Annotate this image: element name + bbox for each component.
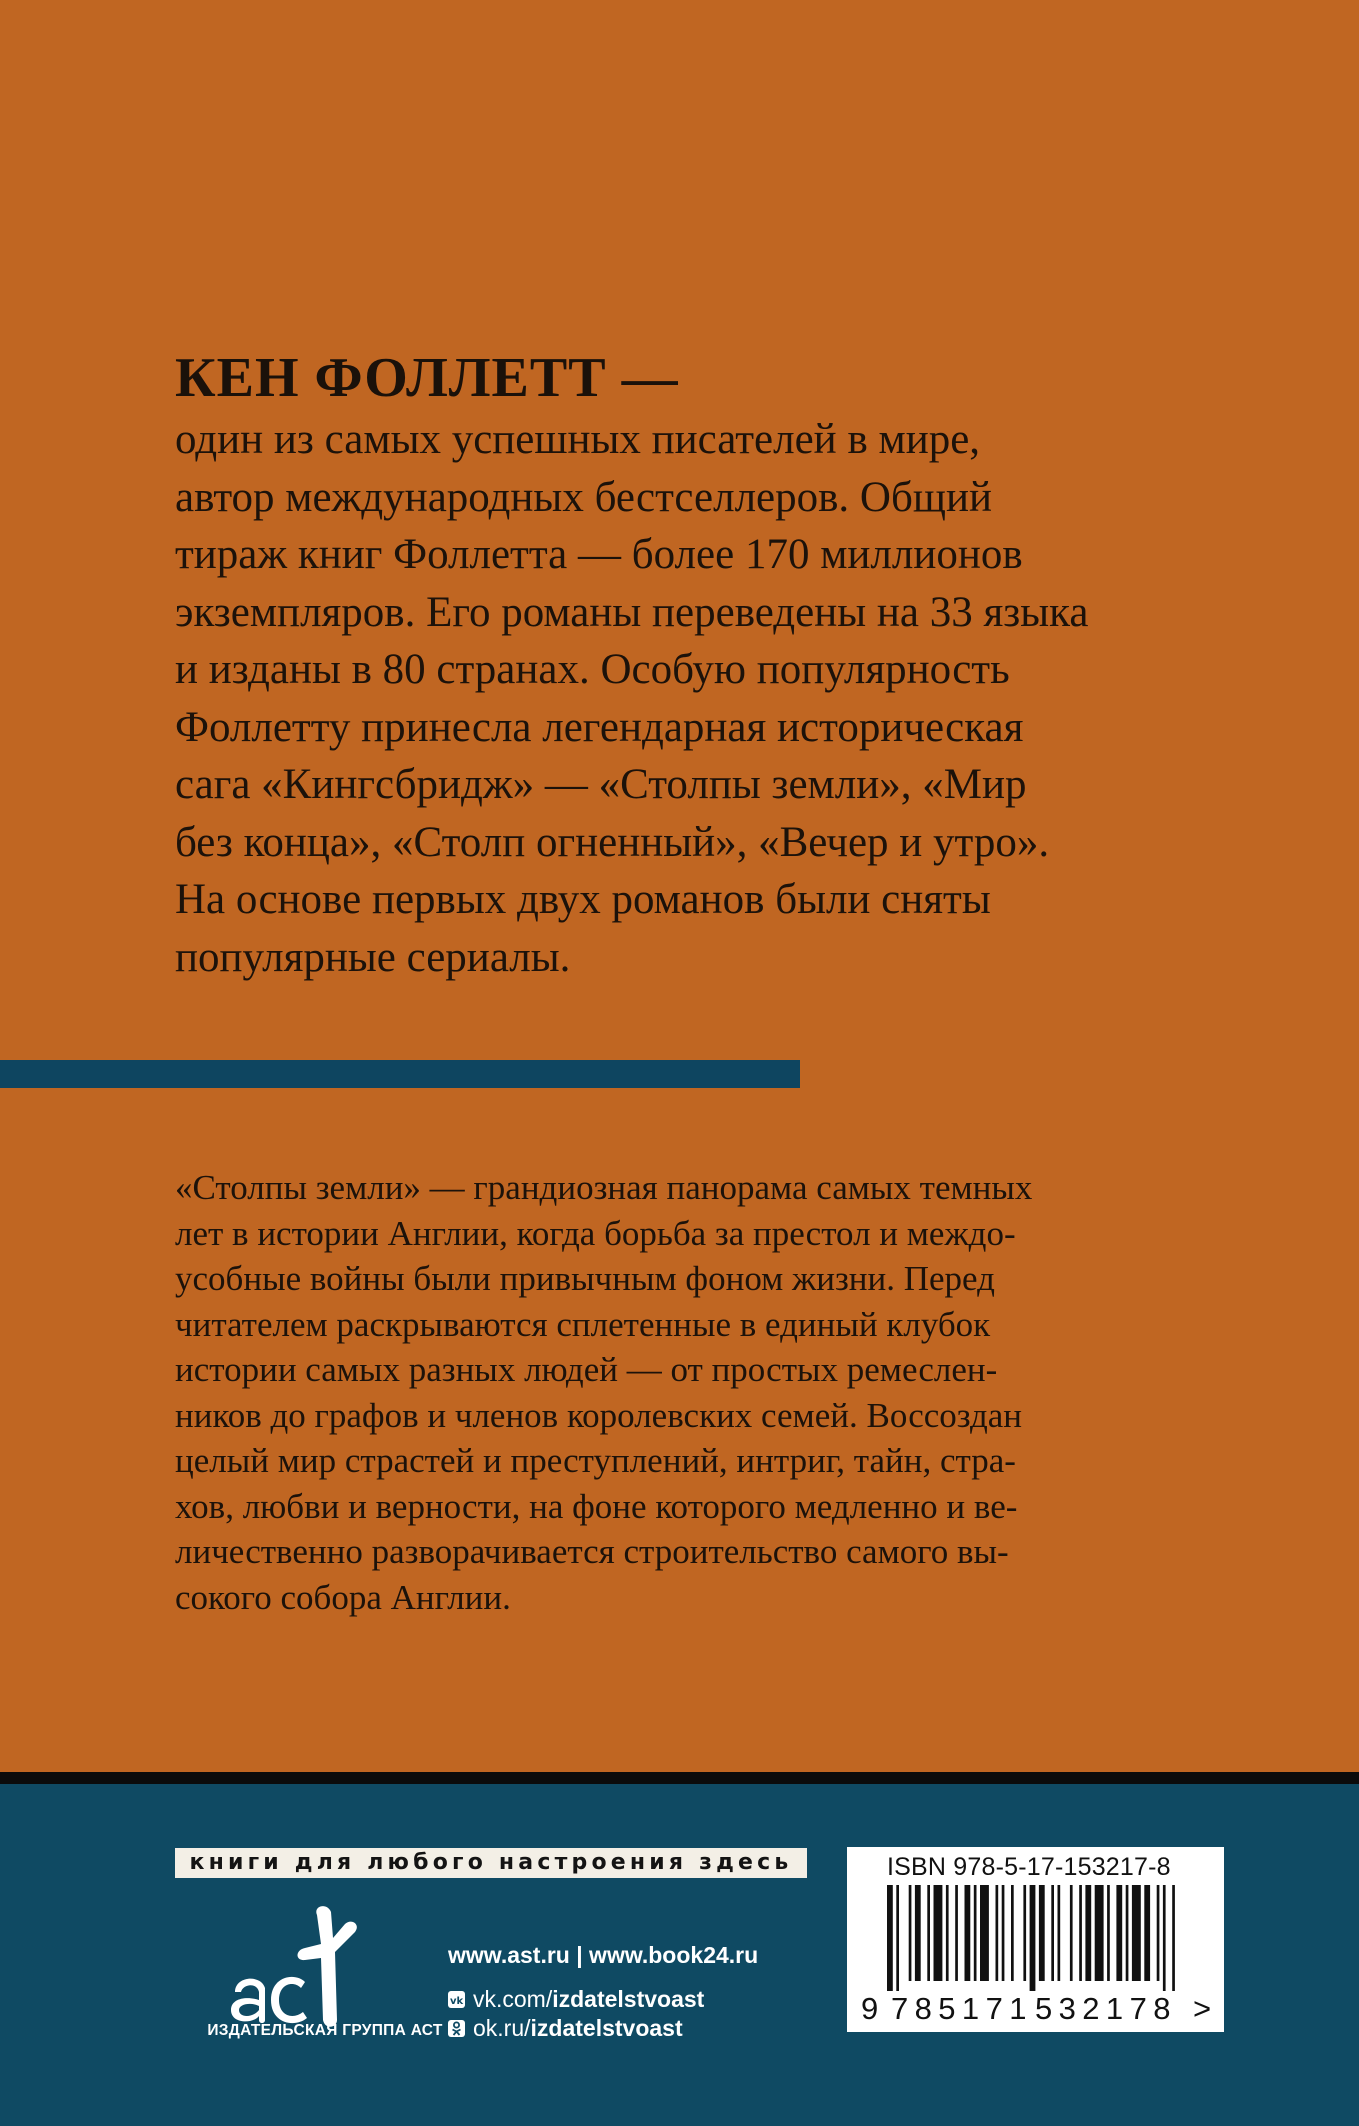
- vk-handle: izdatelstvoast: [552, 1986, 705, 2012]
- author-name: КЕН ФОЛЛЕТТ —: [175, 347, 679, 409]
- barcode-arrow: >: [1193, 1991, 1212, 2026]
- bio-line: экземпляров. Его романы переведены на 33 языка: [175, 588, 1089, 636]
- bio-line: и изданы в 80 странах. Особую популярность: [175, 646, 1010, 693]
- vk-icon: [448, 1991, 465, 2008]
- barcode-bars-icon: [887, 1885, 1187, 1991]
- section-divider: [0, 1060, 800, 1088]
- annotation-line: истории самых разных людей — от простых ремеслен-: [175, 1350, 998, 1389]
- annotation-line: «Столпы земли» — грандиозная панорама самых темных: [175, 1168, 1033, 1207]
- ok-domain: ok.ru/: [473, 2015, 531, 2041]
- annotation-line: читателем раскрываются сплетенные в единый клубок: [175, 1304, 991, 1344]
- slogan-banner: книги для любого настроения здесь: [175, 1848, 807, 1878]
- websites-link[interactable]: www.ast.ru | www.book24.ru: [448, 1942, 759, 1968]
- vk-domain: vk.com/: [473, 1986, 553, 2012]
- annotation-line: целый мир страстей и преступлений, интриг, тайн, стра-: [175, 1441, 1016, 1480]
- bio-line: автор международных бестселлеров. Общий: [175, 473, 992, 521]
- bio-line: один из самых успешных писателей в мире,: [175, 416, 981, 463]
- footer: [0, 1784, 1359, 2126]
- ok-handle: izdatelstvoast: [530, 2015, 683, 2041]
- isbn-barcode: [847, 1847, 1224, 2032]
- annotation-line: личественно разворачивается строительство самого вы-: [175, 1532, 1009, 1571]
- publisher-name: ИЗДАТЕЛЬСКАЯ ГРУППА АСТ: [207, 2022, 443, 2039]
- footer-top-band: [0, 1772, 1359, 1784]
- vk-link[interactable]: [448, 1985, 758, 2014]
- author-block: [175, 345, 1235, 986]
- isbn-text: ISBN 978-5-17-153217-8: [887, 1853, 1171, 1881]
- bio-line: без конца», «Столп огненный», «Вечер и утро».: [175, 818, 1050, 866]
- svg-text:vk: vk: [450, 1996, 464, 2007]
- bio-line: тираж книг Фоллетта — более 170 миллионов: [175, 531, 1023, 578]
- bio-line: Фоллетту принесла легендарная историческая: [175, 703, 1024, 751]
- barcode-digits-left: 785171: [891, 1991, 1033, 2026]
- annotation-line: лет в истории Англии, когда борьба за престол и междо-: [175, 1213, 1016, 1253]
- author-bio: [175, 411, 1235, 986]
- ok-icon: [448, 2020, 465, 2037]
- bio-line: сага «Кингсбридж» — «Столпы земли», «Мир: [175, 761, 1027, 808]
- links-block: [448, 1942, 758, 2043]
- ok-link[interactable]: [448, 2014, 758, 2043]
- annotation-line: сокого собора Англии.: [175, 1577, 511, 1617]
- bio-line: популярные сериалы.: [175, 933, 571, 981]
- bio-line: На основе первых двух романов были сняты: [175, 876, 991, 923]
- annotation-line: усобные войны были привычным фоном жизни. Перед: [175, 1259, 995, 1298]
- annotation-line: ников до графов и членов королевских семей. Воссоздан: [175, 1395, 1023, 1435]
- barcode-digit-first: 9: [861, 1991, 879, 2026]
- book-annotation: [175, 1165, 1195, 1620]
- barcode-digits-right: 532178: [1035, 1991, 1177, 2026]
- annotation-line: хов, любви и верности, на фоне которого медленно и ве-: [175, 1486, 1018, 1526]
